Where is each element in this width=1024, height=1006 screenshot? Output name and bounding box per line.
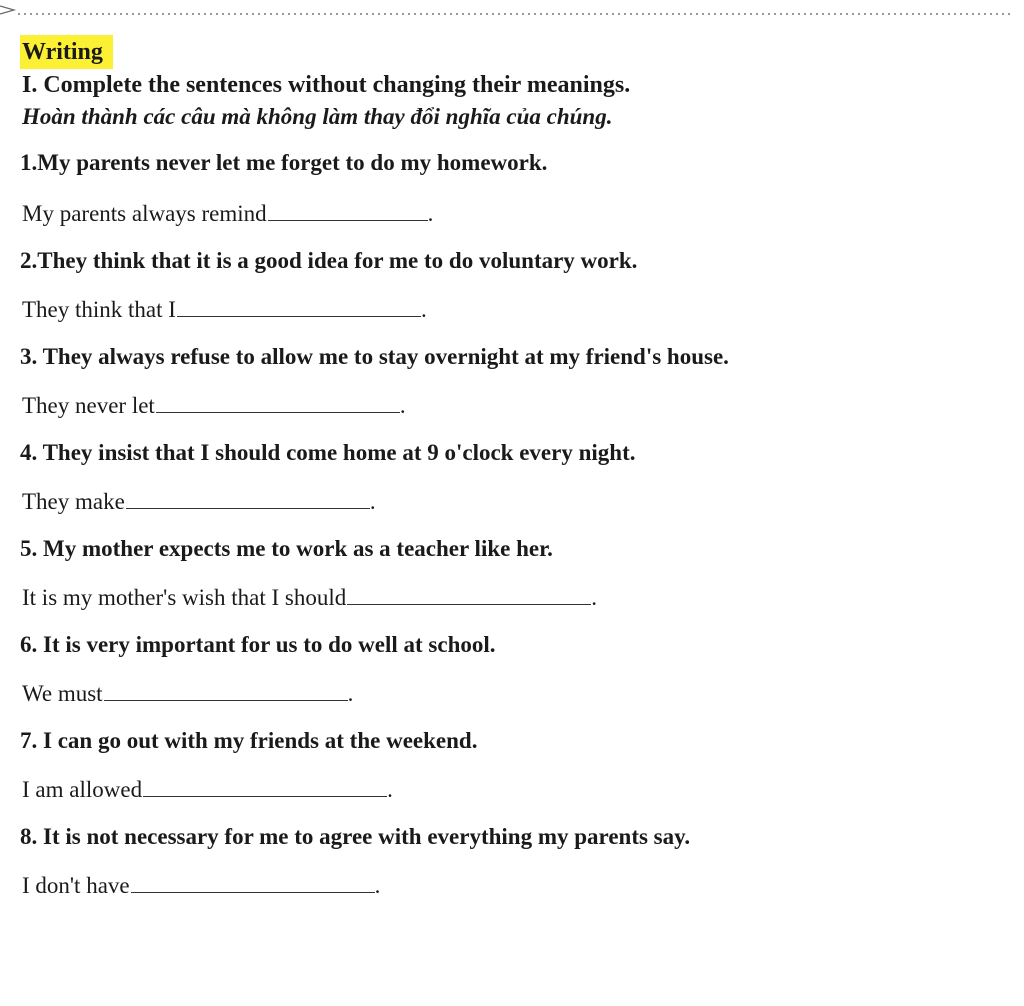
answer-prompt: It is my mother's wish that I should (22, 585, 347, 610)
section-title: Writing (20, 35, 113, 69)
exercise-question: 6. It is very important for us to do well at school. (20, 632, 496, 657)
exercise-answer-line (22, 582, 597, 613)
answer-end: . (374, 873, 381, 898)
answer-blank[interactable] (104, 678, 348, 701)
exercise-question: 5. My mother expects me to work as a teacher like her. (20, 536, 553, 561)
exercise-answer-line (22, 774, 393, 805)
answer-prompt: I am allowed (22, 777, 143, 802)
answer-blank[interactable] (131, 870, 375, 893)
exercise-question: 2.They think that it is a good idea for me to do voluntary work. (20, 248, 638, 273)
exercise-answer-line (22, 198, 433, 229)
answer-prompt: We must (22, 681, 103, 706)
answer-blank[interactable] (126, 486, 370, 509)
answer-end: . (387, 777, 393, 802)
answer-prompt: They think that I (22, 297, 176, 322)
exercise-answer-line (22, 390, 406, 421)
answer-end: . (399, 393, 406, 418)
instruction-vietnamese: Hoàn thành các câu mà không làm thay đổi nghĩa của chúng. (22, 104, 613, 129)
answer-blank[interactable] (268, 198, 428, 221)
answer-end: . (369, 489, 376, 514)
answer-end: . (347, 681, 354, 706)
dotted-separator (0, 4, 1016, 18)
exercise-question: 4. They insist that I should come home at 9 o'clock every night. (20, 440, 636, 465)
answer-end: . (427, 201, 434, 226)
exercise-question: 1.My parents never let me forget to do my homework. (20, 150, 548, 175)
exercise-answer-line (22, 870, 380, 901)
answer-blank[interactable] (156, 390, 400, 413)
exercise-question: 7. I can go out with my friends at the weekend. (20, 728, 478, 753)
answer-blank[interactable] (143, 774, 387, 797)
exercise-answer-line (22, 294, 427, 325)
exercise-answer-line (22, 486, 376, 517)
answer-end: . (420, 297, 427, 322)
exercise-question: 8. It is not necessary for me to agree with everything my parents say. (20, 824, 691, 849)
answer-blank[interactable] (177, 294, 421, 317)
answer-blank[interactable] (347, 582, 591, 605)
instruction-english: I. Complete the sentences without changing their meanings. (22, 72, 631, 98)
answer-prompt: They never let (22, 393, 155, 418)
answer-prompt: They make (22, 489, 125, 514)
answer-end: . (591, 585, 597, 610)
exercise-answer-line (22, 678, 353, 709)
answer-prompt: My parents always remind (22, 201, 267, 226)
answer-prompt: I don't have (22, 873, 130, 898)
exercise-question: 3. They always refuse to allow me to stay overnight at my friend's house. (20, 344, 729, 369)
